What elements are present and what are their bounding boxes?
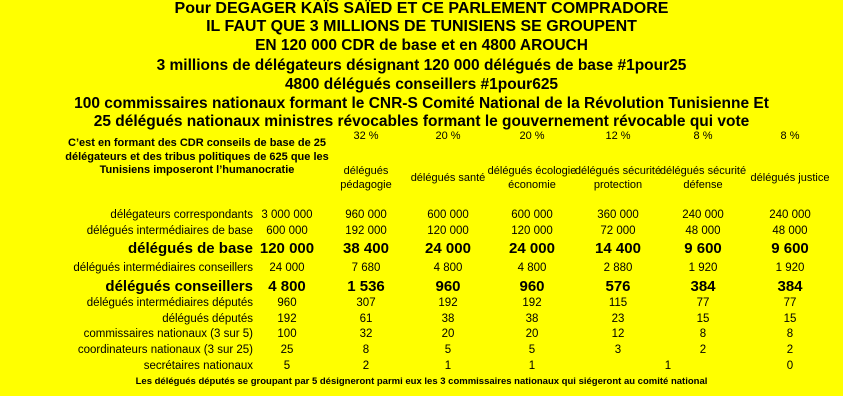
column-header: délégués écologie économie — [487, 165, 577, 191]
table-cell: 8 — [786, 328, 794, 340]
table-cell: 192 — [438, 297, 458, 309]
table-cell: 38 — [525, 313, 539, 325]
table-cell: 3 000 000 — [261, 209, 313, 221]
row-label: délégués intermédiaires conseillers — [73, 262, 253, 274]
table-cell: 600 000 — [427, 209, 469, 221]
footer-note: Les délégués députés se groupant par 5 désigneront parmi eux les 3 commissaires nationaux qui siégeront au comité national — [135, 376, 708, 387]
table-cell: 1 536 — [347, 278, 385, 295]
headline-line-2: IL FAUT QUE 3 MILLIONS DE TUNISIENS SE GROUPENT — [206, 18, 637, 35]
column-percent: 20 % — [519, 130, 545, 142]
table-cell: 4 800 — [268, 278, 306, 295]
table-cell: 38 400 — [343, 240, 389, 257]
table-cell: 1 — [664, 360, 672, 372]
table-cell: 4 800 — [433, 262, 463, 274]
column-header: délégués justice — [750, 172, 830, 184]
column-header: délégués pédagogie — [340, 165, 392, 191]
table-cell: 307 — [356, 297, 376, 309]
table-cell: 600 000 — [266, 225, 308, 237]
row-label: délégués de base — [127, 240, 253, 257]
table-cell: 2 — [699, 344, 707, 356]
table-cell: 960 — [519, 278, 545, 295]
table-cell: 14 400 — [595, 240, 641, 257]
table-cell: 4 800 — [517, 262, 547, 274]
table-cell: 5 — [283, 360, 291, 372]
table-cell: 2 880 — [603, 262, 633, 274]
column-percent: 12 % — [605, 130, 631, 142]
table-cell: 960 — [277, 297, 297, 309]
table-cell: 115 — [608, 297, 628, 309]
row-label: délégateurs correspondants — [110, 209, 253, 221]
table-cell: 3 — [614, 344, 622, 356]
table-cell: 20 — [441, 328, 455, 340]
table-cell: 24 000 — [269, 262, 305, 274]
column-percent: 8 % — [693, 130, 713, 142]
table-cell: 384 — [777, 278, 803, 295]
row-label: délégués intermédiaires députés — [86, 297, 253, 309]
table-cell: 24 000 — [509, 240, 555, 257]
table-cell: 7 680 — [351, 262, 381, 274]
headline-line-1: Pour DEGAGER KAÏS SAÏED ET CE PARLEMENT COMPRADORE — [174, 0, 669, 17]
table-cell: 77 — [783, 297, 797, 309]
table-cell: 23 — [611, 313, 625, 325]
table-cell: 5 — [528, 344, 536, 356]
table-cell: 120 000 — [259, 240, 315, 257]
table-cell: 192 — [277, 313, 297, 325]
column-header: délégués santé — [410, 172, 486, 184]
headline-line-7: 25 délégués nationaux ministres révocables formant le gouvernement révocable qui vote — [93, 113, 750, 130]
table-cell: 5 — [444, 344, 452, 356]
column-header: délégués sécurité protection — [574, 165, 662, 191]
row-label: délégués intermédiaires de base — [86, 225, 253, 237]
table-cell: 32 — [359, 328, 373, 340]
table-cell: 192 — [522, 297, 542, 309]
table-cell: 72 000 — [600, 225, 636, 237]
table-cell: 48 000 — [772, 225, 808, 237]
table-cell: 77 — [696, 297, 710, 309]
table-cell: 8 — [699, 328, 707, 340]
table-cell: 9 600 — [684, 240, 722, 257]
headline-line-3: EN 120 000 CDR de base et en 4800 AROUCH — [255, 37, 588, 54]
column-percent: 20 % — [435, 130, 461, 142]
headline-line-6: 100 commissaires nationaux formant le CNR-S Comité National de la Révolution Tunisienne Et — [74, 95, 769, 112]
table-cell: 600 000 — [511, 209, 553, 221]
table-cell: 1 — [528, 360, 536, 372]
table-cell: 15 — [783, 313, 797, 325]
table-cell: 38 — [441, 313, 455, 325]
table-cell: 960 — [435, 278, 461, 295]
column-percent: 8 % — [780, 130, 800, 142]
table-cell: 2 — [786, 344, 794, 356]
table-cell: 960 000 — [345, 209, 387, 221]
row-label: délégués conseillers — [105, 278, 253, 295]
table-cell: 120 000 — [511, 225, 553, 237]
table-cell: 15 — [696, 313, 710, 325]
table-cell: 100 — [277, 328, 297, 340]
headline-line-5: 4800 délégués conseillers #1pour625 — [284, 76, 559, 93]
table-cell: 360 000 — [597, 209, 639, 221]
table-cell: 9 600 — [771, 240, 809, 257]
table-cell: 240 000 — [682, 209, 724, 221]
table-cell: 1 920 — [688, 262, 718, 274]
table-cell: 1 — [444, 360, 452, 372]
table-cell: 20 — [525, 328, 539, 340]
table-cell: 240 000 — [769, 209, 811, 221]
column-percent: 32 % — [353, 130, 379, 142]
column-header: délégués sécurité défense — [659, 165, 747, 191]
intro-text: C’est en formant des CDR conseils de base de 25 délégateurs et des tribus politiques de 625 que les Tunisiens imposeront l’humanocratie — [65, 137, 329, 176]
table-cell: 576 — [605, 278, 631, 295]
table-cell: 25 — [280, 344, 294, 356]
table-cell: 8 — [362, 344, 370, 356]
row-label: commissaires nationaux (3 sur 5) — [83, 328, 253, 340]
headline-line-4: 3 millions de délégateurs désignant 120 000 délégués de base #1pour25 — [156, 57, 687, 74]
table-cell: 61 — [359, 313, 373, 325]
row-label: coordinateurs nationaux (3 sur 25) — [77, 344, 253, 356]
table-cell: 24 000 — [425, 240, 471, 257]
table-cell: 48 000 — [685, 225, 721, 237]
row-label: délégués députés — [162, 313, 253, 325]
table-cell: 1 920 — [775, 262, 805, 274]
table-cell: 2 — [362, 360, 370, 372]
table-cell: 384 — [690, 278, 716, 295]
table-cell: 120 000 — [427, 225, 469, 237]
table-cell: 12 — [611, 328, 625, 340]
table-cell: 0 — [786, 360, 794, 372]
row-label: secrétaires nationaux — [143, 360, 253, 372]
table-cell: 192 000 — [345, 225, 387, 237]
